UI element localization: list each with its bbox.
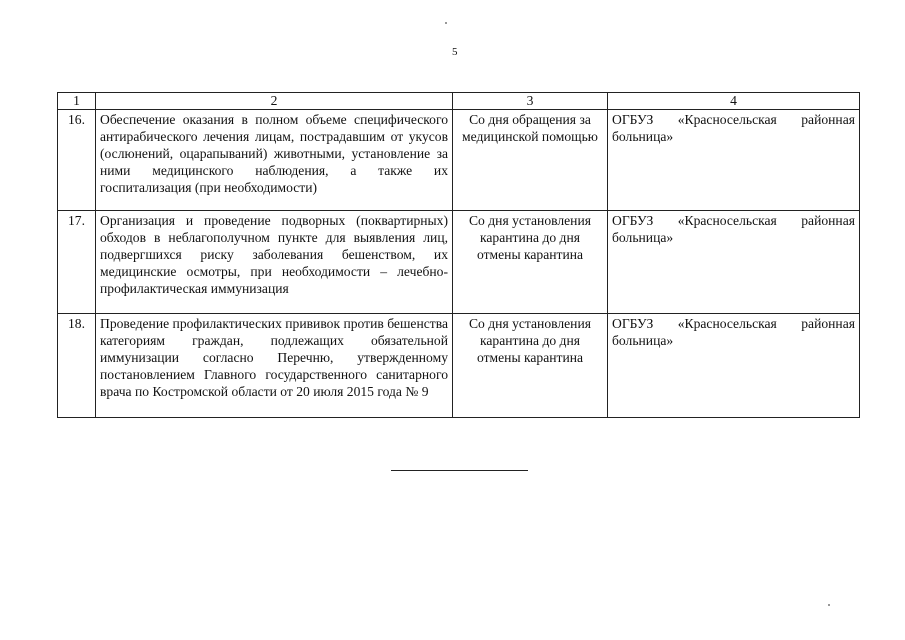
measure-description: Обеспечение оказания в полном объеме специфического антирабического лечения лицам, пострадавшим от укусов (ослюнений, оцарапываний) животными, установление за ними медицинского наблюдения, а также их госпитализация (при необходимости) — [96, 110, 453, 211]
measure-timing: Со дня установления карантина до дня отмены карантина — [453, 211, 608, 314]
scan-speck — [828, 604, 830, 606]
end-divider-line — [391, 470, 528, 471]
scan-speck — [445, 22, 447, 24]
table-row — [58, 211, 860, 314]
row-number: 18. — [58, 314, 96, 418]
measure-description: Проведение профилактических прививок против бешенства категориям граждан, подлежащих обязательной иммунизации согласно Перечню, утвержденному постановлением Главного государственного санитарного врача по Костромской области от 20 июля 2015 года № 9 — [96, 314, 453, 418]
column-header: 2 — [96, 93, 453, 110]
column-header: 4 — [608, 93, 860, 110]
measure-description: Организация и проведение подворных (поквартирных) обходов в неблагополучном пункте для выявления лиц, подвергшихся риску заболевания бешенством, их медицинские осмотры, при необходимости – лечебно-профилактическая иммунизация — [96, 211, 453, 314]
measures-table — [57, 92, 860, 418]
column-header: 3 — [453, 93, 608, 110]
measure-timing: Со дня обращения за медицинской помощью — [453, 110, 608, 211]
measure-timing: Со дня установления карантина до дня отмены карантина — [453, 314, 608, 418]
column-header: 1 — [58, 93, 96, 110]
row-number: 16. — [58, 110, 96, 211]
table-header-row — [58, 93, 860, 110]
row-number: 17. — [58, 211, 96, 314]
table-row — [58, 314, 860, 418]
responsible-organization: ОГБУЗ «Красносельская районная больница» — [608, 314, 860, 418]
table-row — [58, 110, 860, 211]
page-number: 5 — [452, 46, 458, 58]
responsible-organization: ОГБУЗ «Красносельская районная больница» — [608, 110, 860, 211]
responsible-organization: ОГБУЗ «Красносельская районная больница» — [608, 211, 860, 314]
